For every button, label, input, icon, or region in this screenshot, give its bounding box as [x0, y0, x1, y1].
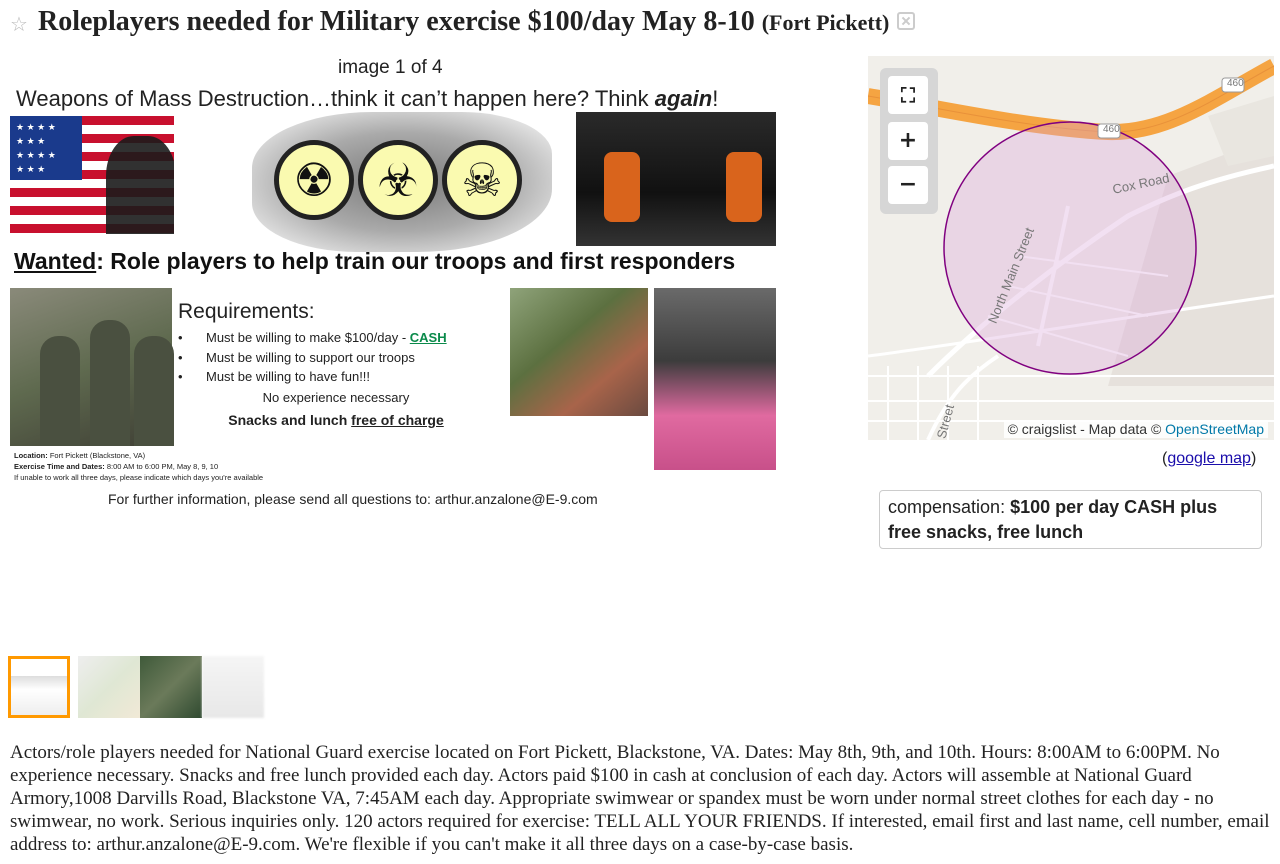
- flyer-wanted-rest: : Role players to help train our troops and first responders: [96, 248, 736, 274]
- responders-night-photo: [576, 112, 776, 246]
- flyer-location-label: Location:: [14, 451, 48, 460]
- posting-title-text: Roleplayers needed for Military exercise $100/day May 8-10: [38, 6, 755, 37]
- map-label-cox-road: Cox Road: [1111, 170, 1171, 197]
- thumbnail-strip: [8, 656, 268, 720]
- flyer-headline-emph: again: [654, 86, 713, 111]
- thumbnail-4[interactable]: [202, 656, 264, 718]
- flyer-headline-end: !: [712, 86, 719, 111]
- american-flag-photo: [10, 116, 174, 234]
- highway-460-shield-label: 460: [1227, 78, 1244, 89]
- moulage-photo-1: [510, 288, 648, 416]
- zoom-out-button[interactable]: −: [888, 166, 928, 204]
- main-gallery-image[interactable]: [8, 82, 778, 514]
- requirement-item: • Must be willing to have fun!!!: [176, 367, 496, 387]
- google-map-open-paren: (: [1162, 450, 1168, 467]
- requirement-1-text: Must be willing to make $100/day -: [206, 330, 410, 345]
- posting-location: (Fort Pickett): [761, 10, 890, 35]
- requirements-title: Requirements:: [178, 300, 315, 323]
- flyer-headline-start: Weapons of Mass Destruction…think it can’t happen here? Think: [16, 86, 655, 111]
- snacks-text: [176, 412, 496, 428]
- flyer-time-value: 8:00 AM to 6:00 PM, May 8, 9, 10: [106, 462, 219, 471]
- flyer-time-label: Exercise Time and Dates:: [14, 462, 105, 471]
- compensation-value: $100 per day CASH plus free snacks, free lunch: [888, 497, 1218, 542]
- map-controls: [880, 68, 938, 214]
- thumbnail-1[interactable]: [8, 656, 70, 718]
- compensation-attribute: [879, 490, 1262, 549]
- posting-title: [38, 6, 915, 38]
- soldiers-photo: [10, 288, 172, 446]
- thumbnail-2[interactable]: [78, 656, 140, 718]
- image-counter: image 1 of 4: [338, 57, 443, 78]
- compensation-label: compensation:: [888, 497, 1011, 517]
- requirement-1-cash: CASH: [409, 330, 447, 345]
- zoom-in-button[interactable]: +: [888, 122, 928, 160]
- location-map[interactable]: [868, 56, 1274, 440]
- hide-posting-icon[interactable]: [897, 12, 915, 30]
- openstreetmap-link[interactable]: OpenStreetMap: [1165, 421, 1264, 437]
- radiation-icon: ☢: [274, 140, 354, 220]
- fullscreen-button[interactable]: ⛶: [888, 76, 928, 114]
- skull-icon: ☠: [442, 140, 522, 220]
- snacks-text-start: Snacks and lunch: [228, 412, 352, 428]
- flyer-headline: [16, 86, 718, 112]
- map-label-north-main-street: North Main Street: [984, 225, 1037, 326]
- flyer-location-value: Fort Pickett (Blackstone, VA): [49, 451, 146, 460]
- map-attribution: [1004, 420, 1268, 438]
- snacks-free: free of charge: [351, 412, 444, 428]
- requirement-item: • Must be willing to support our troops: [176, 348, 496, 368]
- posting-body: Actors/role players needed for National Guard exercise located on Fort Pickett, Blackstone, VA. Dates: May 8th, 9th, and 10th. Hours: 8:00AM to 6:00PM. No experience necessary. Snacks and free lunch provided each day. Actors paid $100 in cash at conclusion of each day. Actors will assemble at National Guard Armory,1008 Darvills Road, Blackstone VA, 7:45AM each day. Appropriate swimwear or spandex must be worn under normal street clothes for each day - no swimwear, no work. Serious inquiries only. 120 actors required for exercise: TELL ALL YOUR FRIENDS. If interested, email first and last name, cell number, email address to: arthur.anzalone@E-9.com. We're flexible if you can't make it all three days on a case-by-case basis.: [10, 742, 1270, 855]
- flyer-unable-note: If unable to work all three days, please indicate which days you're available: [14, 473, 264, 482]
- thumbnail-3[interactable]: [140, 656, 202, 718]
- posting-title-row: [8, 6, 1008, 40]
- moulage-photo-2: [654, 288, 776, 470]
- flyer-further-info: For further information, please send all questions to: arthur.anzalone@E-9.com: [108, 491, 598, 507]
- biohazard-icon: ☣: [358, 140, 438, 220]
- flyer-wanted-label: Wanted: [14, 248, 97, 274]
- google-map-link[interactable]: google map: [1167, 450, 1251, 467]
- flyer-wanted-line: [14, 248, 735, 275]
- no-experience-text: No experience necessary: [262, 390, 410, 405]
- favorite-star-icon[interactable]: ☆: [10, 12, 28, 36]
- requirement-item: [176, 328, 496, 348]
- map-attribution-prefix: © craigslist - Map data ©: [1007, 421, 1166, 437]
- requirements-list: [176, 328, 496, 387]
- highway-460-shield-label-2: 460: [1103, 124, 1120, 135]
- google-map-line: [1162, 450, 1256, 468]
- google-map-close-paren: ): [1250, 450, 1257, 467]
- flyer-location-details: [14, 450, 263, 483]
- map-label-street: Street: [933, 402, 958, 440]
